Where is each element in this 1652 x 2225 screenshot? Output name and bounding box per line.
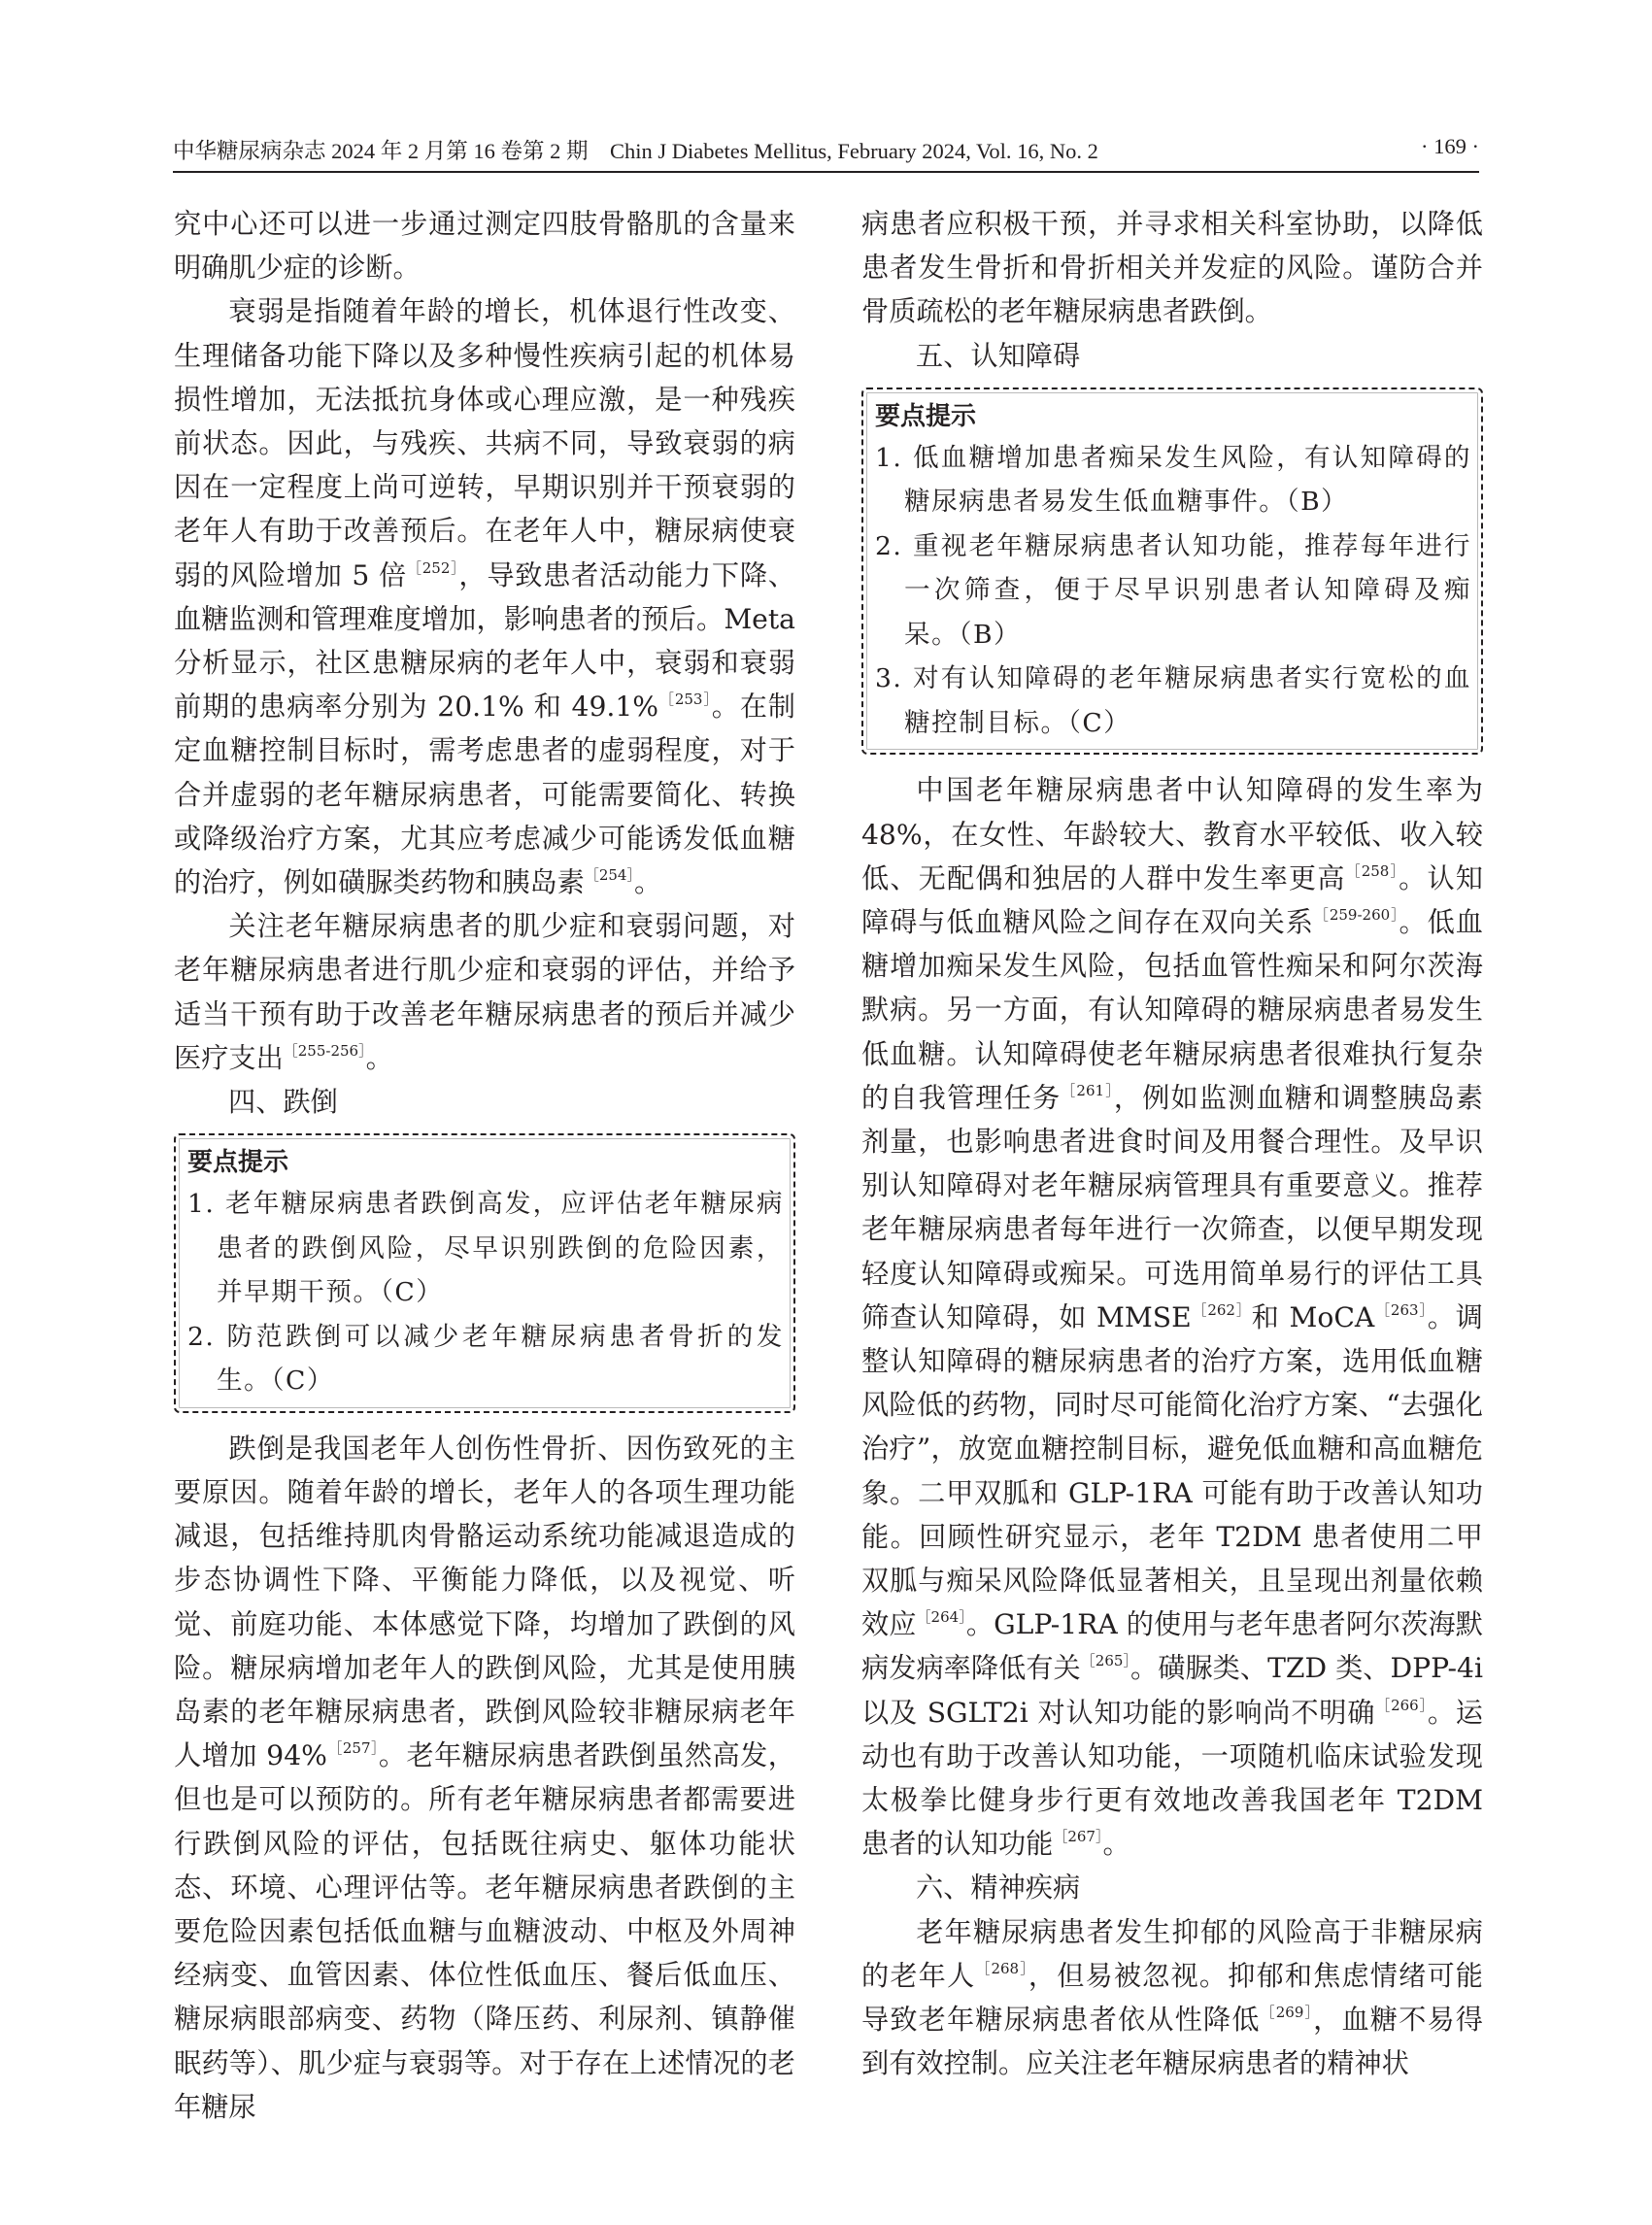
section-heading-cognitive: 五、认知障碍 — [916, 339, 1081, 372]
section-heading-psychiatric: 六、精神疾病 — [916, 1871, 1081, 1905]
paragraph-cognitive: 中国老年糖尿病患者中认知障碍的发生率为 48%，在女性、年龄较大、教育水平较低、收入较低、无配偶和独居的人群中发生率更高$^{[258]}$。认知障碍与低血糖风险之间存在双向关系$^{[259-260]}$。低血糖增加痴呆发生风险，包括血管性痴呆和阿尔茨海默病。另一方面，有认知障碍的糖尿病患者易发生低血糖。认知障碍使老年糖尿病患者很难执行复杂的自我管理任务$^{[261]}$，例如监测血糖和调整胰岛素剂量，也影响患者进食时间及用餐合理性。及早识别认知障碍对老年糖尿病管理具有重要意义。推荐老年糖尿病患者每年进行一次筛查，以便早期发现轻度认知障碍或痴呆。可选用简单易行的评估工具筛查认知障碍，如 $MMSE^{[262]}$和 MoCA$^{[263]}$。调整认知障碍的糖尿病患者的治疗方案，选用低血糖风险低的药物，同时尽可能简化治疗方案、“去强化治疗”，放宽血糖控制目标，避免低血糖和高血糖危象。二甲双胍和 GLP-1RA 可能有助于改善认知功能。回顾性研究显示，老年 T2DM 患者使用二甲双胍与痴呆风险降低显著相关，且呈现出剂量依赖效应$^{[264]}$。GLP-1RA 的使用与老年患者阿尔茨海默病发病率降低有关$^{[265]}$。磺脲类、TZD 类、DPP-4i 以及 SGLT2i 对认知功能的影响尚不明确$^{[266]}$。运动也有助于改善认知功能，一项随机临床试验发现太极拳比健身步行更有效地改善我国老年 T2DM 患者的认知功能$^{[267]}$。 — [861, 774, 1483, 1861]
paragraph-frailty: 衰弱是指随着年龄的增长，机体退行性改变、生理储备功能下降以及多种慢性疾病引起的机体易损性增加，无法抵抗身体或心理应激，是一种残疾前状态。因此，与残疾、共病不同，导致衰弱的病因在一定程度上尚可逆转，早期识别并干预衰弱的老年人有助于改善预后。在老年人中，糖尿病使衰弱的风险增加 5 倍$^{[252]}$，导致患者活动能力下降、血糖监测和管理难度增加，影响患者的预后。Meta 分析显示，社区患糖尿病的老年人中，衰弱和衰弱前期的患病率分别为 20.1% 和 49.1%$^{[253]}$。在制定血糖控制目标时，需考虑患者的虚弱程度，对于合并虚弱的老年糖尿病患者，可能需要简化、转换或降级治疗方案，尤其应考虑减少可能诱发低血糖的治疗，例如磺脲类药物和胰岛素$^{[254]}$。 — [174, 295, 795, 899]
key-points-box-falls — [174, 1133, 795, 1413]
citation[interactable]: ［264］ — [916, 1608, 966, 1627]
citation[interactable]: ［266］ — [1375, 1696, 1428, 1714]
citation[interactable]: ［255-256］ — [283, 1041, 366, 1060]
citation[interactable]: ［262］ — [1191, 1300, 1252, 1319]
key-point: 1. 低血糖增加患者痴呆发生风险，有认知障碍的糖尿病患者易发生低血糖事件。（B） — [875, 442, 1471, 518]
key-points-title: 要点提示 — [875, 401, 977, 431]
key-point: 1. 老年糖尿病患者跌倒高发，应评估老年糖尿病患者的跌倒风险，尽早识别跌倒的危险因素，并早期干预。（C） — [187, 1189, 784, 1308]
key-point: 2. 重视老年糖尿病患者认知功能，推荐每年进行一次筛查，便于尽早识别患者认知障碍及痴呆。（B） — [875, 530, 1471, 650]
page-number: · 169 · — [1421, 134, 1479, 158]
citation[interactable]: ［267］ — [1053, 1828, 1103, 1846]
citation[interactable]: ［257］ — [326, 1739, 379, 1758]
citation[interactable]: ［269］ — [1260, 2004, 1314, 2021]
citation[interactable]: ［259-260］ — [1313, 905, 1399, 924]
citation[interactable]: ［254］ — [584, 866, 634, 885]
citation[interactable]: ［253］ — [658, 691, 712, 709]
paragraph-psychiatric: 老年糖尿病患者发生抑郁的风险高于非糖尿病的老年人$^{[268]}$，但易被忽视。抑郁和焦虑情绪可能导致老年糖尿病患者依从性降低$^{[269]}$，血糖不易得到有效控制。应关注老年糖尿病患者的精神状 — [861, 1915, 1483, 2080]
key-points-box-cognitive — [861, 388, 1483, 756]
citation[interactable]: ［252］ — [406, 558, 459, 577]
citation[interactable]: ［265］ — [1080, 1652, 1130, 1670]
journal-citation: 中华糖尿病杂志 2024 年 2 月第 16 卷第 2 期 Chin J Diabetes Mellitus, February 2024, Vol. 16, No. 2 — [173, 139, 1098, 163]
paragraph: 究中心还可以进一步通过测定四肢骨骼肌的含量来明确肌少症的诊断。 — [174, 208, 795, 285]
section-heading-falls: 四、跌倒 — [228, 1086, 338, 1119]
paragraph: 病患者应积极干预，并寻求相关科室协助，以降低患者发生骨折和骨折相关并发症的风险。谨防合并骨质疏松的老年糖尿病患者跌倒。 — [861, 208, 1483, 328]
citation[interactable]: ［268］ — [975, 1959, 1028, 1977]
key-points-title: 要点提示 — [187, 1148, 289, 1178]
key-point: 3. 对有认知障碍的老年糖尿病患者实行宽松的血糖控制目标。（C） — [875, 663, 1471, 738]
right-column — [861, 202, 1483, 2085]
paragraph-sarcopenia: 关注老年糖尿病患者的肌少症和衰弱问题，对老年糖尿病患者进行肌少症和衰弱的评估，并给予适当干预有助于改善老年糖尿病患者的预后并减少医疗支出$^{[255-256]}$。 — [174, 910, 795, 1074]
citation[interactable]: ［263］ — [1374, 1300, 1428, 1319]
key-point: 2. 防范跌倒可以减少老年糖尿病患者骨折的发生。（C） — [187, 1321, 784, 1397]
paragraph-falls: 跌倒是我国老年人创伤性骨折、因伤致死的主要原因。随着年龄的增长，老年人的各项生理功能减退，包括维持肌肉骨骼运动系统功能减退造成的步态协调性下降、平衡能力降低，以及视觉、听觉、前庭功能、本体感觉下降，均增加了跌倒的风险。糖尿病增加老年人的跌倒风险，尤其是使用胰岛素的老年糖尿病患者，跌倒风险较非糖尿病老年人增加 94%$^{[257]}$。老年糖尿病患者跌倒虽然高发，但也是可以预防的。所有老年糖尿病患者都需要进行跌倒风险的评估，包括既往病史、躯体功能状态、环境、心理评估等。老年糖尿病患者跌倒的主要危险因素包括低血糖与血糖波动、中枢及外周神经病变、血管因素、体位性低血压、餐后低血压、糖尿病眼部病变、药物（降压药、利尿剂、镇静催眠药等）、肌少症与衰弱等。对于存在上述情况的老年糖尿 — [174, 1432, 795, 2123]
running-header — [173, 134, 1479, 169]
header-rule — [173, 171, 1479, 173]
left-column — [174, 202, 795, 2129]
citation[interactable]: ［258］ — [1345, 861, 1399, 880]
citation[interactable]: ［261］ — [1061, 1081, 1114, 1099]
